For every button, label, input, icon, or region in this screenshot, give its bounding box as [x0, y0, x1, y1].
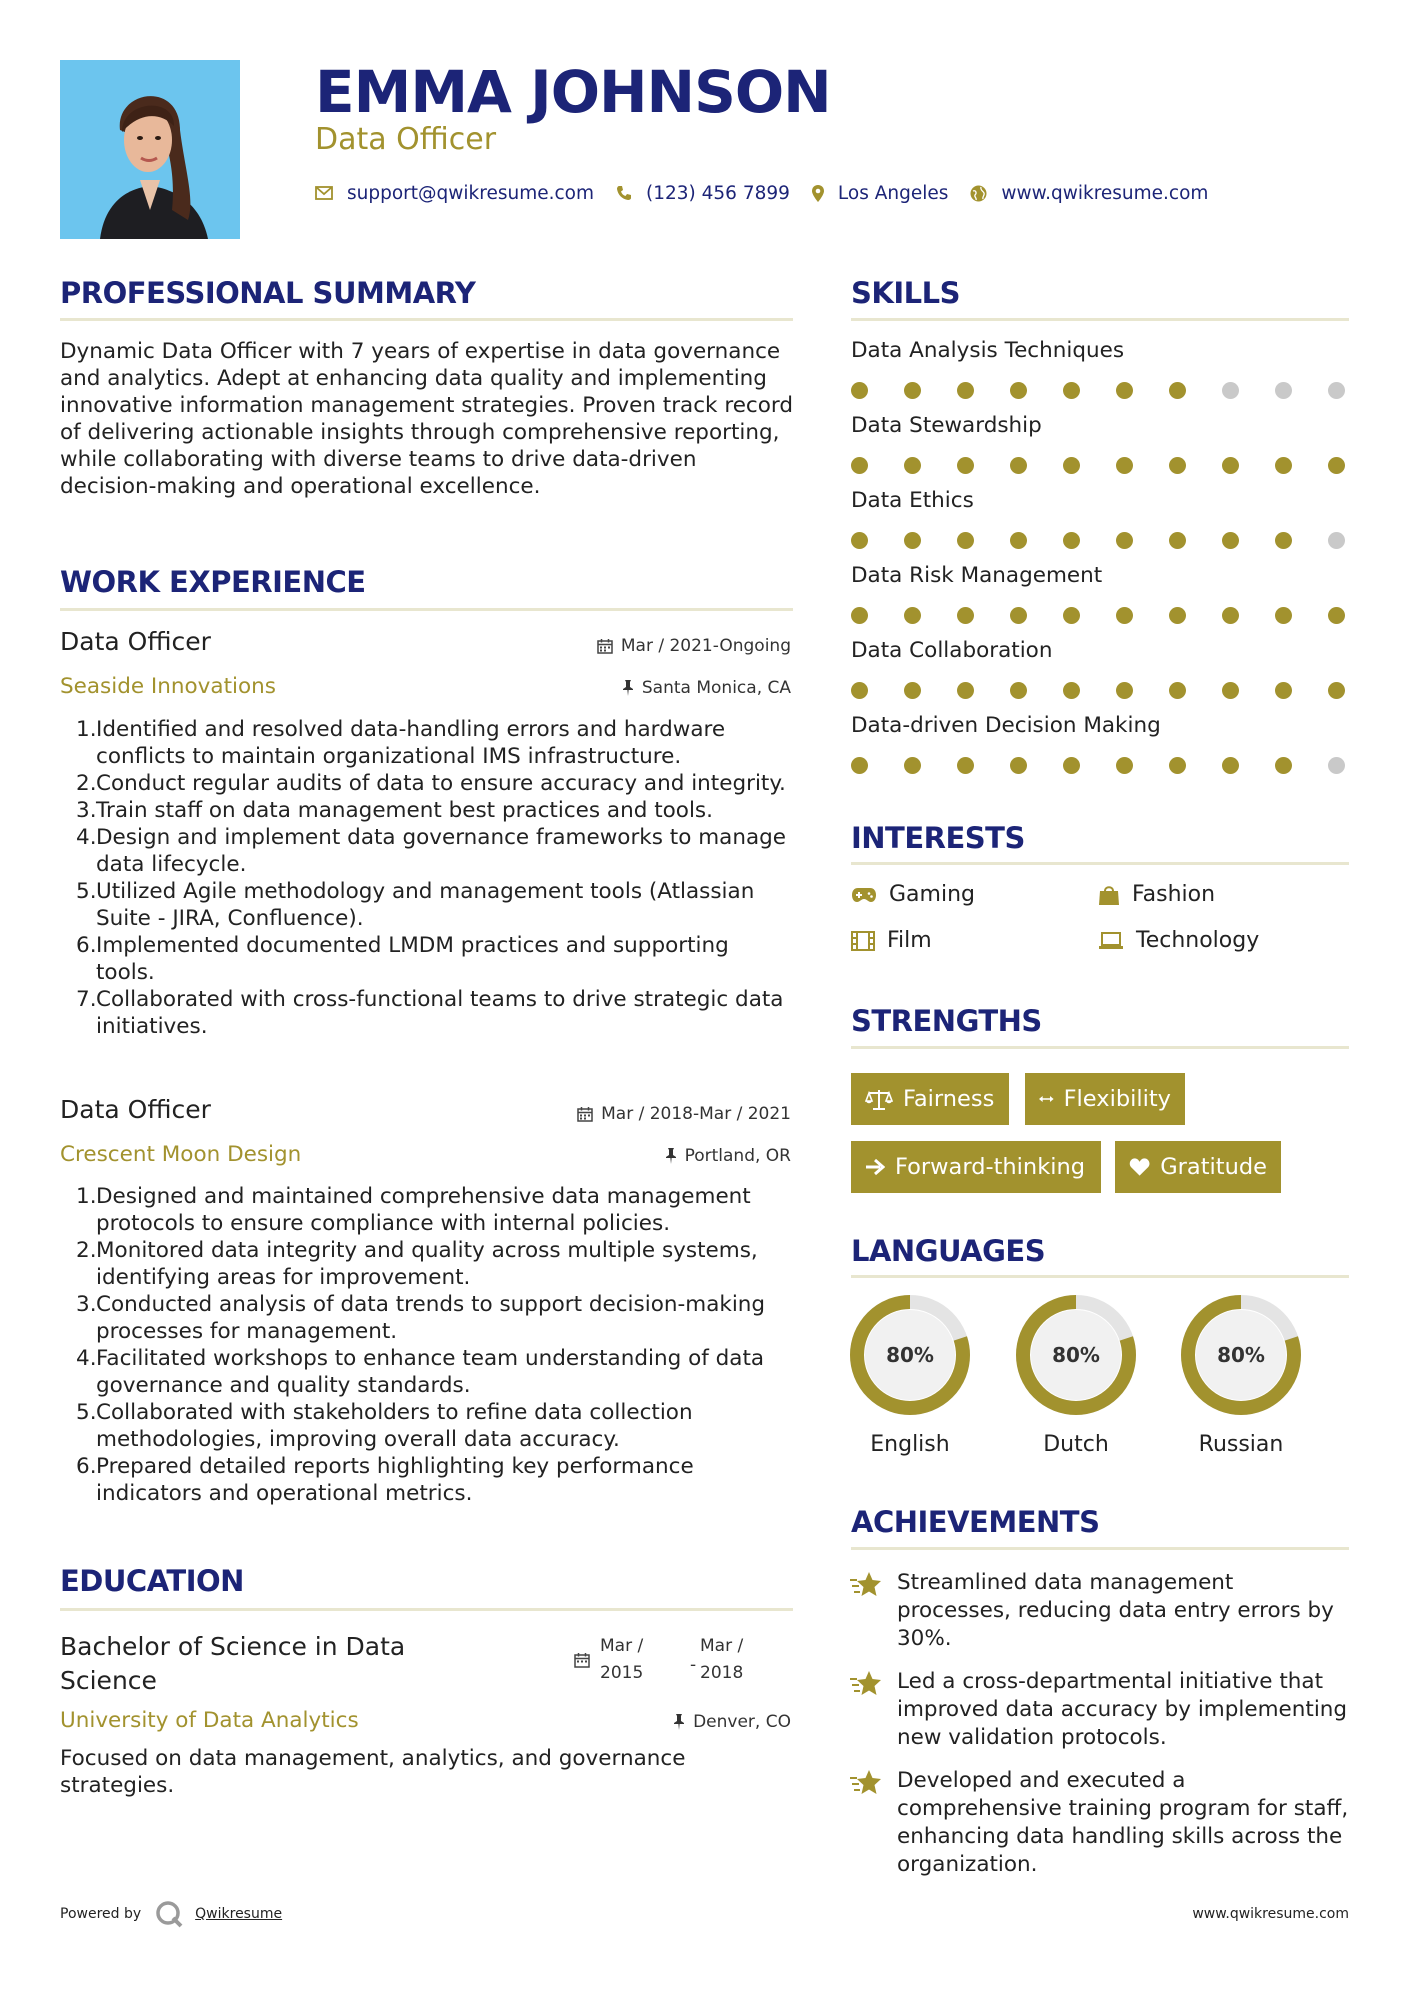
list-item: Facilitated workshops to enhance team understanding of data governance and quality standards.: [96, 1346, 765, 1398]
skill-rating: [851, 682, 1349, 702]
rating-dot-filled: [1010, 757, 1027, 774]
experience-heading: WORK EXPERIENCE: [60, 565, 366, 599]
date-separator: -: [690, 1655, 697, 1675]
interests-heading: INTERESTS: [851, 821, 1025, 855]
languages-heading: LANGUAGES: [851, 1234, 1046, 1268]
job-location-text: Portland, OR: [684, 1146, 791, 1166]
language-ring: [1179, 1293, 1303, 1417]
job-bullets: [78, 1183, 793, 1507]
rating-dot-filled: [1222, 757, 1239, 774]
rating-dot-filled: [1169, 607, 1186, 624]
powered-by-text: Powered by: [60, 1906, 142, 1922]
pushpin-icon: [673, 1714, 685, 1730]
degree-title: Bachelor of Science in Data Science: [60, 1632, 406, 1695]
list-item: Prepared detailed reports highlighting key performance indicators and operational metrics.: [96, 1454, 694, 1506]
strength-label: Gratitude: [1160, 1154, 1267, 1180]
list-item: Collaborated with cross-functional teams to drive strategic data initiatives.: [96, 987, 784, 1039]
strength-tag: [1115, 1141, 1281, 1193]
rating-dot-filled: [1328, 607, 1345, 624]
skill-rating: [851, 382, 1349, 402]
job-bullets: [78, 716, 793, 1040]
pushpin-icon: [665, 1148, 677, 1164]
phone-icon: [616, 185, 632, 201]
language-percent: 80%: [1052, 1343, 1100, 1367]
interest-label: Gaming: [889, 882, 975, 907]
rating-dot-filled: [957, 757, 974, 774]
rating-dot-filled: [1116, 382, 1133, 399]
calendar-icon: [574, 1652, 590, 1668]
list-item: Monitored data integrity and quality across multiple systems, identifying areas for improvement.: [96, 1238, 758, 1290]
website-text: www.qwikresume.com: [1001, 182, 1209, 204]
rating-dot-filled: [1116, 457, 1133, 474]
contact-location: [812, 183, 949, 204]
interest-label: Fashion: [1132, 882, 1216, 907]
rating-dot-filled: [851, 682, 868, 699]
strengths-heading: STRENGTHS: [851, 1004, 1042, 1038]
skill-name: Data Analysis Techniques: [851, 338, 1125, 363]
language-ring: [1014, 1293, 1138, 1417]
email-text: support@qwikresume.com: [347, 182, 594, 204]
school-name: University of Data Analytics: [60, 1708, 359, 1733]
candidate-name: EMMA JOHNSON: [315, 58, 831, 126]
rating-dot-filled: [851, 457, 868, 474]
education-location: [673, 1712, 791, 1732]
skills-heading: SKILLS: [851, 276, 960, 310]
laptop-icon: [1098, 932, 1124, 950]
rating-dot-empty: [1328, 382, 1345, 399]
summary-heading: PROFESSIONAL SUMMARY: [60, 276, 476, 310]
contact-email[interactable]: [315, 183, 594, 204]
rating-dot-filled: [1010, 457, 1027, 474]
rating-dot-filled: [1116, 532, 1133, 549]
list-item: Conduct regular audits of data to ensure accuracy and integrity.: [96, 771, 786, 796]
interest-item: [1098, 882, 1215, 907]
job-dates: [577, 1104, 791, 1124]
education-heading: EDUCATION: [60, 1564, 244, 1598]
achievement-item: Streamlined data management processes, reducing data entry errors by 30%.: [897, 1570, 1334, 1651]
contact-row: [315, 178, 1230, 208]
rating-dot-filled: [1010, 532, 1027, 549]
calendar-icon: [597, 638, 613, 654]
education-location-text: Denver, CO: [693, 1712, 791, 1732]
job-title: Data Officer: [60, 1095, 211, 1124]
rating-dot-filled: [1169, 682, 1186, 699]
skill-rating: [851, 532, 1349, 552]
list-item: Conducted analysis of data trends to support decision-making processes for management.: [96, 1292, 766, 1344]
star-icon: [849, 1571, 883, 1599]
rating-dot-filled: [904, 382, 921, 399]
job-dates-text: Mar / 2021-Ongoing: [620, 636, 791, 656]
rating-dot-filled: [851, 532, 868, 549]
arrow-right-icon: [865, 1158, 885, 1176]
skill-name: Data-driven Decision Making: [851, 713, 1161, 738]
strength-tag: [1025, 1073, 1185, 1125]
rating-dot-filled: [1063, 457, 1080, 474]
skill-rating: [851, 757, 1349, 777]
list-item: Implemented documented LMDM practices and supporting tools.: [96, 933, 729, 985]
rating-dot-filled: [904, 607, 921, 624]
calendar-icon: [577, 1106, 593, 1122]
rating-dot-filled: [904, 757, 921, 774]
interest-label: Film: [887, 928, 932, 953]
skill-name: Data Collaboration: [851, 638, 1053, 663]
qwikresume-logo-icon: [155, 1900, 183, 1928]
candidate-title: Data Officer: [315, 122, 497, 157]
rating-dot-filled: [1275, 682, 1292, 699]
balance-scale-icon: [865, 1088, 893, 1110]
rating-dot-filled: [1222, 457, 1239, 474]
rating-dot-empty: [1222, 382, 1239, 399]
list-item: Identified and resolved data-handling errors and hardware conflicts to maintain organizational IMS infrastructure.: [96, 717, 726, 769]
strength-tag: [851, 1073, 1009, 1125]
job-location: [622, 678, 791, 698]
rating-dot-filled: [851, 757, 868, 774]
shopping-bag-icon: [1098, 884, 1120, 906]
rating-dot-filled: [957, 382, 974, 399]
rating-dot-filled: [851, 382, 868, 399]
rating-dot-filled: [904, 682, 921, 699]
education-divider: [60, 1608, 793, 1611]
education-end: Mar / 2018: [700, 1636, 744, 1683]
phone-text: (123) 456 7899: [646, 182, 790, 204]
summary-divider: [60, 318, 793, 321]
rating-dot-filled: [1328, 682, 1345, 699]
job-title: Data Officer: [60, 627, 211, 656]
company-name: Crescent Moon Design: [60, 1142, 302, 1167]
rating-dot-filled: [1063, 607, 1080, 624]
envelope-icon: [315, 186, 333, 200]
achievement-item: Developed and executed a comprehensive training program for staff, enhancing data handling skills across the organization.: [897, 1768, 1349, 1877]
pushpin-icon: [622, 680, 634, 696]
rating-dot-filled: [1169, 457, 1186, 474]
strength-label: Flexibility: [1063, 1086, 1171, 1112]
map-pin-icon: [812, 185, 824, 202]
strength-tag: [851, 1141, 1101, 1193]
skills-divider: [851, 318, 1349, 321]
list-item: Train staff on data management best practices and tools.: [96, 798, 713, 823]
interest-item: [1098, 928, 1259, 953]
education-start: Mar / 2015: [600, 1636, 644, 1683]
skill-rating: [851, 457, 1349, 477]
profile-photo: [60, 60, 240, 239]
rating-dot-filled: [1275, 757, 1292, 774]
summary-text: Dynamic Data Officer with 7 years of expertise in data governance and analytics. Adept at enhancing data quality and implementing innovative information management strategies. Proven track record of delivering actionable insights through comprehensive reporting, while collaborating with diverse teams to drive data-driven decision-making and operational excellence.: [60, 339, 794, 499]
achievement-item: Led a cross-departmental initiative that improved data accuracy by implementing new validation protocols.: [897, 1669, 1348, 1750]
list-item: Designed and maintained comprehensive data management protocols to ensure compliance with internal policies.: [96, 1184, 751, 1236]
rating-dot-filled: [904, 457, 921, 474]
rating-dot-filled: [1169, 757, 1186, 774]
footer-powered-by: [60, 1900, 282, 1928]
rating-dot-filled: [1063, 382, 1080, 399]
interest-item: [851, 928, 932, 953]
language-name: Dutch: [1043, 1432, 1109, 1457]
film-icon: [851, 931, 875, 951]
company-name: Seaside Innovations: [60, 674, 276, 699]
gamepad-icon: [851, 887, 877, 903]
rating-dot-filled: [1063, 757, 1080, 774]
achievements-heading: ACHIEVEMENTS: [851, 1505, 1100, 1539]
rating-dot-filled: [1275, 532, 1292, 549]
strengths-divider: [851, 1046, 1349, 1049]
strength-label: Forward-thinking: [895, 1154, 1086, 1180]
job-location: [665, 1146, 791, 1166]
interests-divider: [851, 862, 1349, 865]
language-ring: [848, 1293, 972, 1417]
achievements-divider: [851, 1547, 1349, 1550]
rating-dot-filled: [1116, 757, 1133, 774]
rating-dot-filled: [957, 457, 974, 474]
skill-rating: [851, 607, 1349, 627]
rating-dot-filled: [851, 607, 868, 624]
rating-dot-filled: [1010, 607, 1027, 624]
rating-dot-filled: [1169, 532, 1186, 549]
contact-website[interactable]: [970, 183, 1208, 204]
globe-icon: [970, 185, 987, 202]
interest-item: [851, 882, 975, 907]
rating-dot-filled: [1222, 607, 1239, 624]
rating-dot-empty: [1328, 532, 1345, 549]
experience-divider: [60, 608, 793, 611]
rating-dot-empty: [1275, 382, 1292, 399]
rating-dot-filled: [1010, 382, 1027, 399]
language-percent: 80%: [1217, 1343, 1265, 1367]
job-dates-text: Mar / 2018-Mar / 2021: [601, 1104, 791, 1124]
arrows-horizontal-icon: [1039, 1092, 1054, 1106]
rating-dot-filled: [1116, 682, 1133, 699]
contact-phone[interactable]: [616, 183, 790, 204]
skill-name: Data Risk Management: [851, 563, 1103, 588]
rating-dot-filled: [1328, 457, 1345, 474]
language-percent: 80%: [886, 1343, 934, 1367]
job-dates: [597, 636, 791, 656]
education-description: Focused on data management, analytics, and governance strategies.: [60, 1746, 686, 1798]
language-name: Russian: [1198, 1432, 1284, 1457]
rating-dot-filled: [957, 607, 974, 624]
list-item: Collaborated with stakeholders to refine data collection methodologies, improving overall data accuracy.: [96, 1400, 693, 1452]
skill-name: Data Ethics: [851, 488, 974, 513]
rating-dot-filled: [1169, 382, 1186, 399]
rating-dot-filled: [1063, 532, 1080, 549]
rating-dot-empty: [1328, 757, 1345, 774]
rating-dot-filled: [1275, 457, 1292, 474]
rating-dot-filled: [1116, 607, 1133, 624]
rating-dot-filled: [1275, 607, 1292, 624]
language-name: English: [870, 1432, 950, 1457]
star-icon: [849, 1769, 883, 1797]
qwikresume-link[interactable]: Qwikresume: [195, 1906, 283, 1922]
job-location-text: Santa Monica, CA: [641, 678, 791, 698]
rating-dot-filled: [1222, 682, 1239, 699]
star-icon: [849, 1670, 883, 1698]
rating-dot-filled: [1010, 682, 1027, 699]
rating-dot-filled: [957, 682, 974, 699]
list-item: Utilized Agile methodology and management tools (Atlassian Suite - JIRA, Confluence).: [96, 879, 755, 931]
location-text: Los Angeles: [837, 182, 949, 204]
rating-dot-filled: [1063, 682, 1080, 699]
rating-dot-filled: [904, 532, 921, 549]
heart-icon: [1129, 1157, 1150, 1177]
rating-dot-filled: [957, 532, 974, 549]
rating-dot-filled: [1222, 532, 1239, 549]
strength-label: Fairness: [903, 1086, 995, 1112]
list-item: Design and implement data governance frameworks to manage data lifecycle.: [96, 825, 786, 877]
languages-divider: [851, 1275, 1349, 1278]
interest-label: Technology: [1136, 928, 1260, 953]
footer-website[interactable]: www.qwikresume.com: [1192, 1906, 1349, 1922]
skill-name: Data Stewardship: [851, 413, 1042, 438]
